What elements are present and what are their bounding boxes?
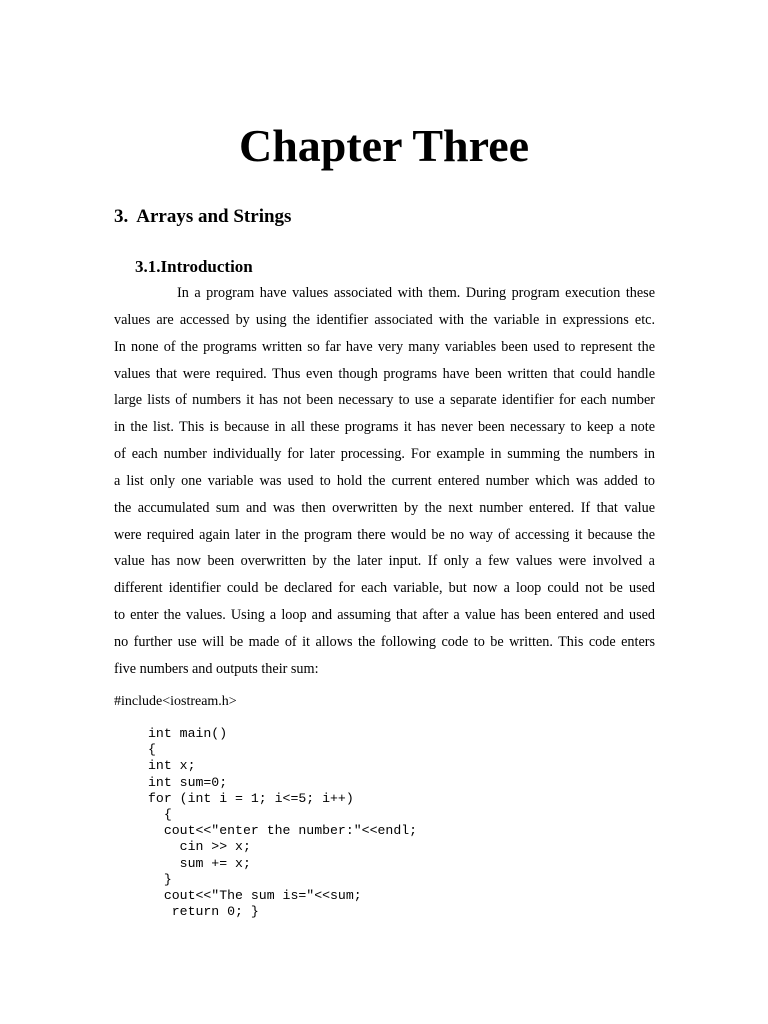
paragraph-line: of each number individually for later processing. For example in summing the numbers in	[114, 446, 655, 463]
code-line: int sum=0;	[148, 774, 228, 790]
code-line: {	[148, 806, 172, 822]
code-line: {	[148, 742, 156, 758]
section-heading	[114, 204, 291, 230]
paragraph-line: large lists of numbers it has not been necessary to use a separate identifier for each number	[114, 392, 655, 409]
code-line: for (int i = 1; i<=5; i++)	[148, 790, 354, 806]
code-line: return 0; }	[148, 904, 259, 920]
code-line: sum += x;	[148, 855, 251, 871]
include-directive: #include<iostream.h>	[114, 694, 237, 709]
subsection-heading: 3.1.Introduction	[135, 257, 253, 276]
code-line: }	[148, 871, 172, 887]
paragraph-line: In none of the programs written so far have very many variables been used to represent the	[114, 338, 655, 355]
paragraph-line: In a program have values associated with them. During program execution these	[177, 285, 655, 301]
paragraph-line: were required again later in the program there would be no way of accessing it because the	[114, 526, 655, 543]
paragraph-line: different identifier could be declared for each variable, but now a loop could not be used	[114, 580, 655, 597]
code-line: int main()	[148, 726, 228, 741]
paragraph-line: the accumulated sum and was then overwritten by the next number entered. If that value	[114, 499, 655, 516]
paragraph-line: five numbers and outputs their sum:	[114, 660, 319, 677]
paragraph-line: to enter the values. Using a loop and assuming that after a value has been entered and used	[114, 607, 655, 624]
code-line: int x;	[148, 758, 196, 774]
code-line: cout<<"The sum is="<<sum;	[148, 887, 362, 903]
paragraph-line: values are accessed by using the identifier associated with the variable in expressions etc.	[114, 311, 655, 328]
paragraph-line: value has now been overwritten by the later input. If only a few values were involved a	[114, 553, 655, 570]
paragraph-line: values that were required. Thus even though programs have been written that could handle	[114, 365, 655, 382]
section-number: 3.	[114, 206, 129, 227]
paragraph-line: in the list. This is because in all these programs it has never been necessary to keep a note	[114, 419, 655, 436]
intro-paragraph	[114, 280, 655, 683]
code-line: cin >> x;	[148, 839, 251, 855]
code-block	[148, 726, 417, 920]
paragraph-line: a list only one variable was used to hold the current entered number which was added to	[114, 472, 655, 489]
paragraph-line: no further use will be made of it allows the following code to be written. This code enters	[114, 633, 655, 650]
section-title: Arrays and Strings	[136, 206, 292, 227]
code-line: cout<<"enter the number:"<<endl;	[148, 823, 418, 839]
chapter-title: Chapter Three	[238, 120, 530, 171]
